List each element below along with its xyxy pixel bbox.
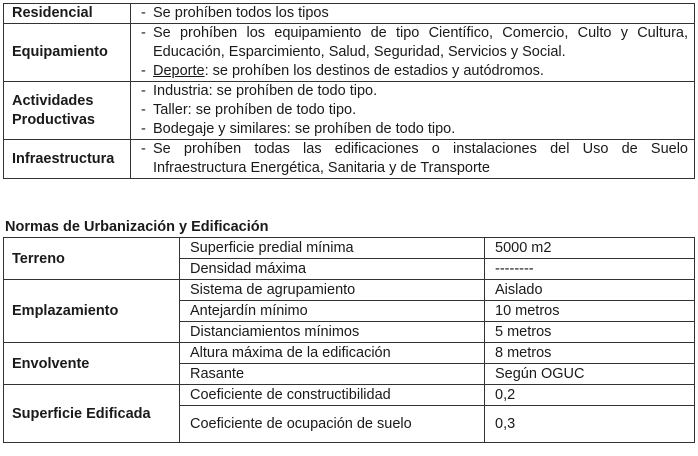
norm-category: Envolvente (4, 343, 180, 385)
restriction-text: Se prohíben los equipamiento de tipo Científico, Comercio, Culto y Cultura, (153, 25, 688, 41)
restriction-keyword: Deporte (153, 63, 205, 79)
land-use-row (4, 140, 695, 179)
land-use-row (4, 4, 695, 24)
bullet-dash: - (141, 5, 146, 21)
restriction-line (141, 82, 688, 101)
restriction-line (141, 120, 688, 139)
norm-parameter: Densidad máxima (180, 259, 485, 280)
land-use-restrictions (131, 24, 695, 82)
land-use-category: Infraestructura (4, 140, 131, 179)
restriction-text: Bodegaje y similares: se prohíben de todo tipo. (153, 121, 456, 137)
norm-parameter: Rasante (180, 364, 485, 385)
land-use-row (4, 24, 695, 82)
norm-value: 0,3 (485, 406, 695, 443)
norm-parameter: Distanciamientos mínimos (180, 322, 485, 343)
norm-parameter: Superficie predial mínima (180, 238, 485, 259)
norm-category: Emplazamiento (4, 280, 180, 343)
bullet-dash: - (141, 102, 146, 118)
norm-value: 8 metros (485, 343, 695, 364)
norm-parameter: Coeficiente de constructibilidad (180, 385, 485, 406)
norm-value: 5000 m2 (485, 238, 695, 259)
norm-parameter: Sistema de agrupamiento (180, 280, 485, 301)
restriction-line (141, 101, 688, 120)
bullet-dash: - (141, 83, 146, 99)
restriction-text: Industria: se prohíben de todo tipo. (153, 83, 378, 99)
norm-value: -------- (485, 259, 695, 280)
bullet-dash: - (141, 121, 146, 137)
norm-parameter: Coeficiente de ocupación de suelo (180, 406, 485, 443)
land-use-row (4, 82, 695, 140)
restriction-line (141, 43, 688, 62)
land-use-category: Equipamiento (4, 24, 131, 82)
bullet-dash (141, 159, 153, 178)
restriction-line (141, 140, 688, 159)
land-use-restrictions (131, 82, 695, 140)
restriction-line (141, 24, 688, 43)
bullet-dash: - (141, 141, 146, 157)
norms-table (3, 237, 695, 443)
bullet-dash: - (141, 25, 146, 41)
land-use-restrictions (131, 140, 695, 179)
norm-parameter: Antejardín mínimo (180, 301, 485, 322)
restriction-line (141, 4, 688, 23)
restriction-text: Educación, Esparcimiento, Salud, Seguridad, Servicios y Social. (153, 44, 566, 60)
norm-row (4, 343, 695, 364)
land-use-restrictions (131, 4, 695, 24)
restriction-text: Deporte: se prohíben los destinos de estadios y autódromos. (153, 63, 544, 79)
bullet-dash (141, 43, 153, 62)
norm-parameter: Altura máxima de la edificación (180, 343, 485, 364)
norm-row (4, 280, 695, 301)
norm-value: 0,2 (485, 385, 695, 406)
restriction-line (141, 62, 688, 81)
norm-value: Según OGUC (485, 364, 695, 385)
norm-value: 10 metros (485, 301, 695, 322)
restriction-line (141, 159, 688, 178)
restriction-text: Infraestructura Energética, Sanitaria y de Transporte (153, 160, 490, 176)
restriction-text: Taller: se prohíben de todo tipo. (153, 102, 357, 118)
bullet-dash: - (141, 63, 146, 79)
norm-value: Aislado (485, 280, 695, 301)
norm-category: Terreno (4, 238, 180, 280)
land-use-category: Residencial (4, 4, 131, 24)
norm-row (4, 385, 695, 406)
norm-value: 5 metros (485, 322, 695, 343)
norms-section-title: Normas de Urbanización y Edificación (5, 219, 269, 235)
norm-category: Superficie Edificada (4, 385, 180, 443)
restriction-text: Se prohíben todos los tipos (153, 5, 329, 21)
restriction-text: Se prohíben todas las edificaciones o instalaciones del Uso de Suelo (153, 141, 688, 157)
land-use-category: Actividades Productivas (4, 82, 131, 140)
land-use-table (3, 3, 695, 179)
norm-row (4, 238, 695, 259)
